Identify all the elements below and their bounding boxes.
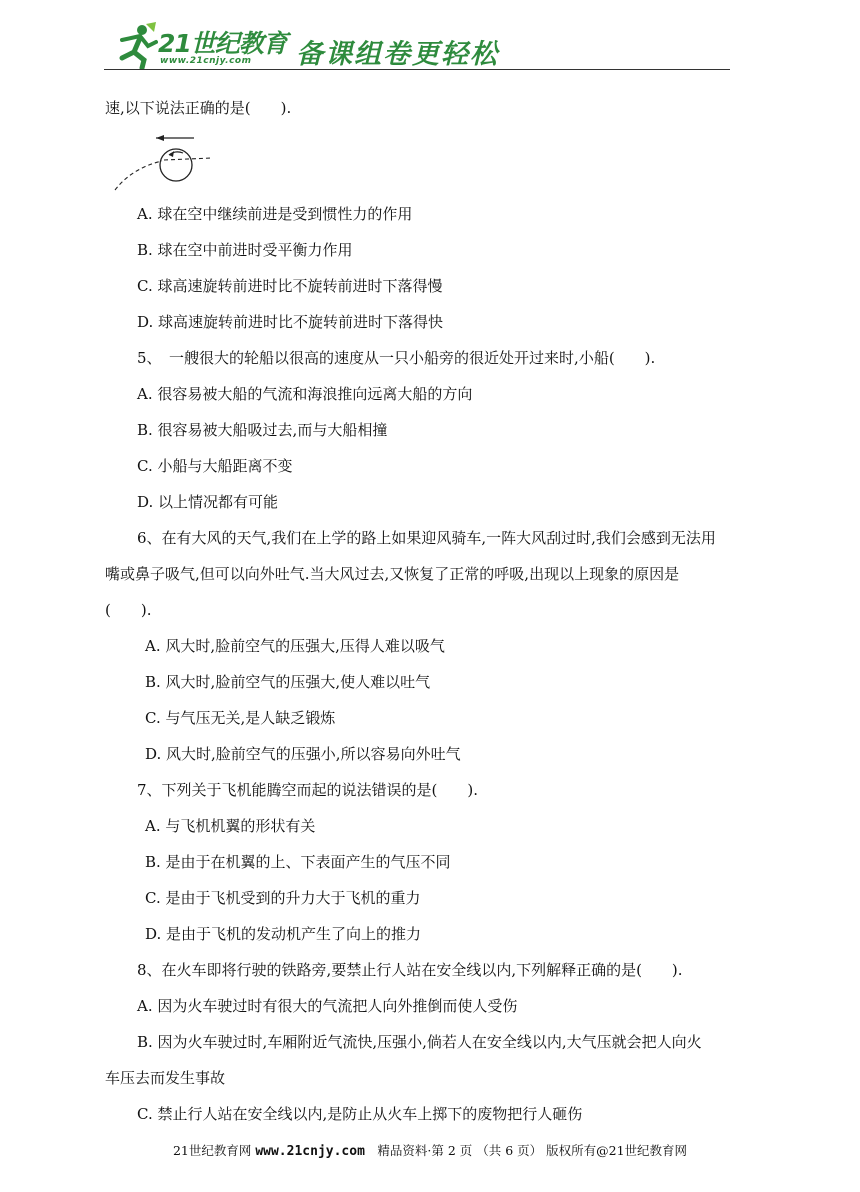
option-a: A. 很容易被大船的气流和海浪推向远离大船的方向 xyxy=(137,385,473,403)
brand-url: www.21cnjy.com xyxy=(160,56,252,66)
option-c: C. 小船与大船距离不变 xyxy=(137,457,293,475)
option-b-cont: 车压去而发生事故 xyxy=(105,1069,226,1087)
question-6-cont: ( ). xyxy=(105,601,152,619)
runner-logo-icon xyxy=(112,22,158,70)
option-a: A. 风大时,脸前空气的压强大,压得人难以吸气 xyxy=(145,637,445,655)
option-c: C. 是由于飞机受到的升力大于飞机的重力 xyxy=(145,889,421,907)
option-b: B. 球在空中前进时受平衡力作用 xyxy=(137,241,353,259)
option-b: B. 因为火车驶过时,车厢附近气流快,压强小,倘若人在安全线以内,大气压就会把人向火 xyxy=(137,1033,702,1051)
option-d: D. 是由于飞机的发动机产生了向上的推力 xyxy=(145,925,422,943)
option-a: A. 与飞机机翼的形状有关 xyxy=(145,817,316,835)
page-header xyxy=(0,0,860,80)
option-d: D. 以上情况都有可能 xyxy=(137,493,279,511)
header-slogan: 备课组卷更轻松 xyxy=(296,39,499,70)
footer-prefix: 21世纪教育网 xyxy=(172,1143,256,1158)
question-6-cont: 嘴或鼻子吸气,但可以向外吐气.当大风过去,又恢复了正常的呼吸,出现以上现象的原因是 xyxy=(105,565,680,583)
option-c: C. 禁止行人站在安全线以内,是防止从火车上掷下的废物把行人砸伤 xyxy=(137,1105,583,1123)
option-c: C. 与气压无关,是人缺乏锻炼 xyxy=(145,709,336,727)
page-footer xyxy=(0,1141,860,1159)
question-5: 5、 一艘很大的轮船以很高的速度从一只小船旁的很近处开过来时,小船( ). xyxy=(137,349,656,367)
option-d: D. 球高速旋转前进时比不旋转前进时下落得快 xyxy=(137,313,444,331)
question-7: 7、下列关于飞机能腾空而起的说法错误的是( ). xyxy=(137,781,479,799)
spinning-ball-diagram xyxy=(112,130,214,194)
footer-suffix: 精品资料·第 2 页 （共 6 页） 版权所有@21世纪教育网 xyxy=(364,1143,688,1158)
option-c: C. 球高速旋转前进时比不旋转前进时下落得慢 xyxy=(137,277,443,295)
option-d: D. 风大时,脸前空气的压强小,所以容易向外吐气 xyxy=(145,745,461,763)
brand-name: 21世纪教育 xyxy=(158,29,287,58)
option-a: A. 球在空中继续前进是受到惯性力的作用 xyxy=(137,205,413,223)
footer-url: www.21cnjy.com xyxy=(255,1144,365,1159)
option-b: B. 是由于在机翼的上、下表面产生的气压不同 xyxy=(145,853,451,871)
question-8: 8、在火车即将行驶的铁路旁,要禁止行人站在安全线以内,下列解释正确的是( ). xyxy=(137,961,683,979)
header-divider xyxy=(104,69,730,70)
option-b: B. 风大时,脸前空气的压强大,使人难以吐气 xyxy=(145,673,431,691)
option-a: A. 因为火车驶过时有很大的气流把人向外推倒而使人受伤 xyxy=(137,997,518,1015)
option-b: B. 很容易被大船吸过去,而与大船相撞 xyxy=(137,421,388,439)
text-line: 速,以下说法正确的是( ). xyxy=(105,99,292,117)
question-6: 6、在有大风的天气,我们在上学的路上如果迎风骑车,一阵大风刮过时,我们会感到无法用 xyxy=(137,529,716,547)
